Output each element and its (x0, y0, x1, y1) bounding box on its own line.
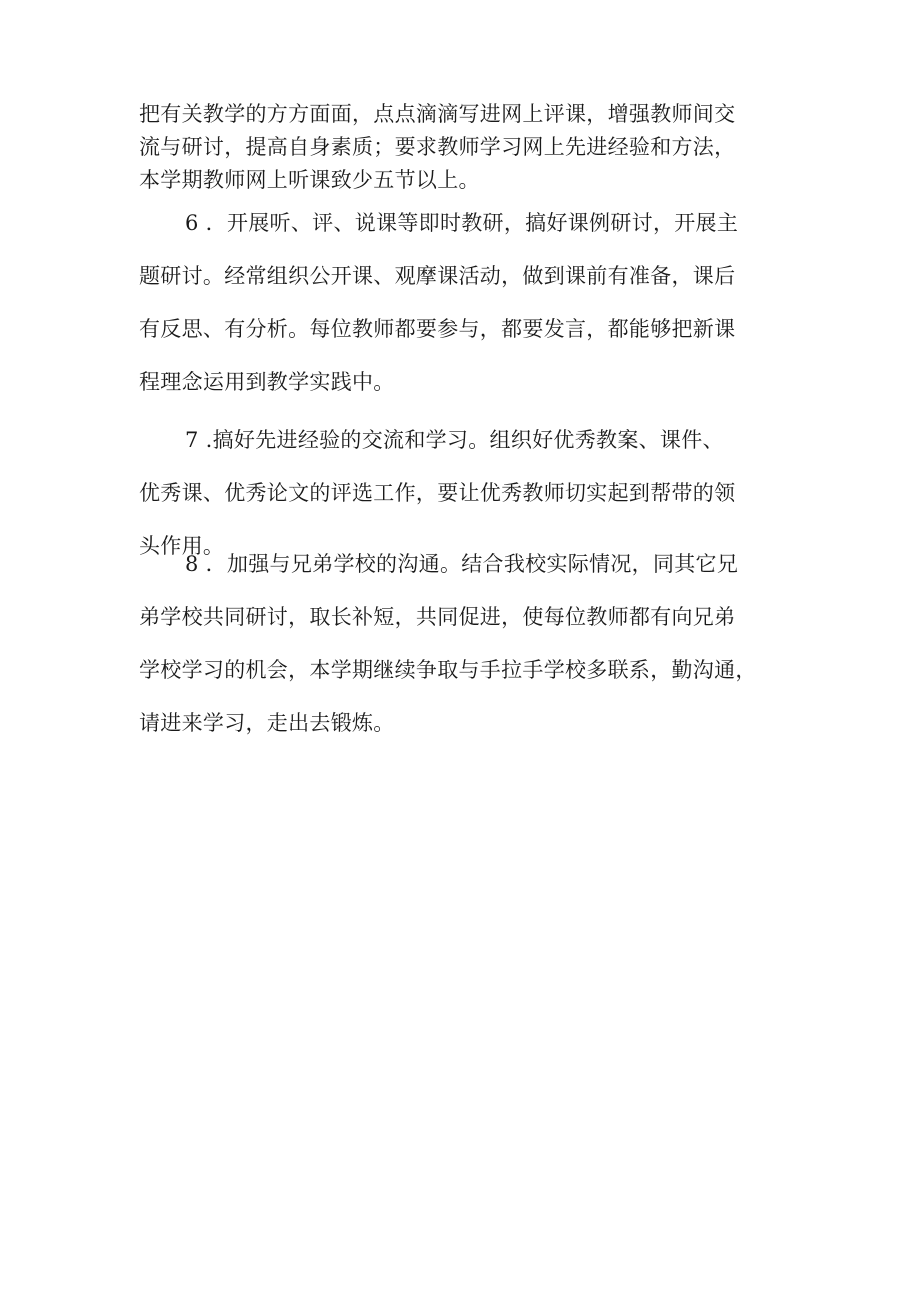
item-6-paragraph (139, 197, 799, 409)
item-number: 6 (185, 211, 199, 235)
item-line: 程理念运用到教学实践中。 (139, 370, 395, 394)
intro-line: 把有关教学的方方面面，点点滴滴写进网上评课，增强教师间交 (139, 102, 736, 126)
item-first-line (139, 414, 799, 467)
intro-paragraph (139, 98, 799, 197)
item-first-line (139, 197, 799, 250)
item-line: 有反思、有分析。每位教师都要参与，都要发言，都能够把新课 (139, 317, 736, 341)
item-line: 优秀课、优秀论文的评选工作，要让优秀教师切实起到帮带的领 (139, 481, 736, 505)
item-line: 题研讨。经常组织公开课、观摩课活动，做到课前有准备，课后 (139, 264, 736, 288)
item-line: 学校学习的机会，本学期继续争取与手拉手学校多联系，勤沟通， (139, 658, 757, 682)
item-line: 请进来学习，走出去锻炼。 (139, 711, 395, 735)
item-line-text: .搞好先进经验的交流和学习。组织好优秀教案、课件、 (205, 428, 724, 452)
item-number: 7 (185, 428, 199, 452)
item-line-text: ．开展听、评、说课等即时教研，搞好课例研讨，开展主 (205, 211, 739, 235)
item-first-line (139, 538, 799, 591)
item-8-paragraph (139, 538, 799, 750)
intro-line: 流与研讨，提高自身素质；要求教师学习网上先进经验和方法， (139, 135, 736, 159)
item-number: 8 (185, 552, 199, 576)
item-line: 头作用。 (139, 534, 225, 558)
intro-line: 本学期教师网上听课致少五节以上。 (139, 168, 480, 192)
item-line: 弟学校共同研讨，取长补短，共同促进，使每位教师都有向兄弟 (139, 605, 736, 629)
item-line-text: ．加强与兄弟学校的沟通。结合我校实际情况，同其它兄 (205, 552, 739, 576)
